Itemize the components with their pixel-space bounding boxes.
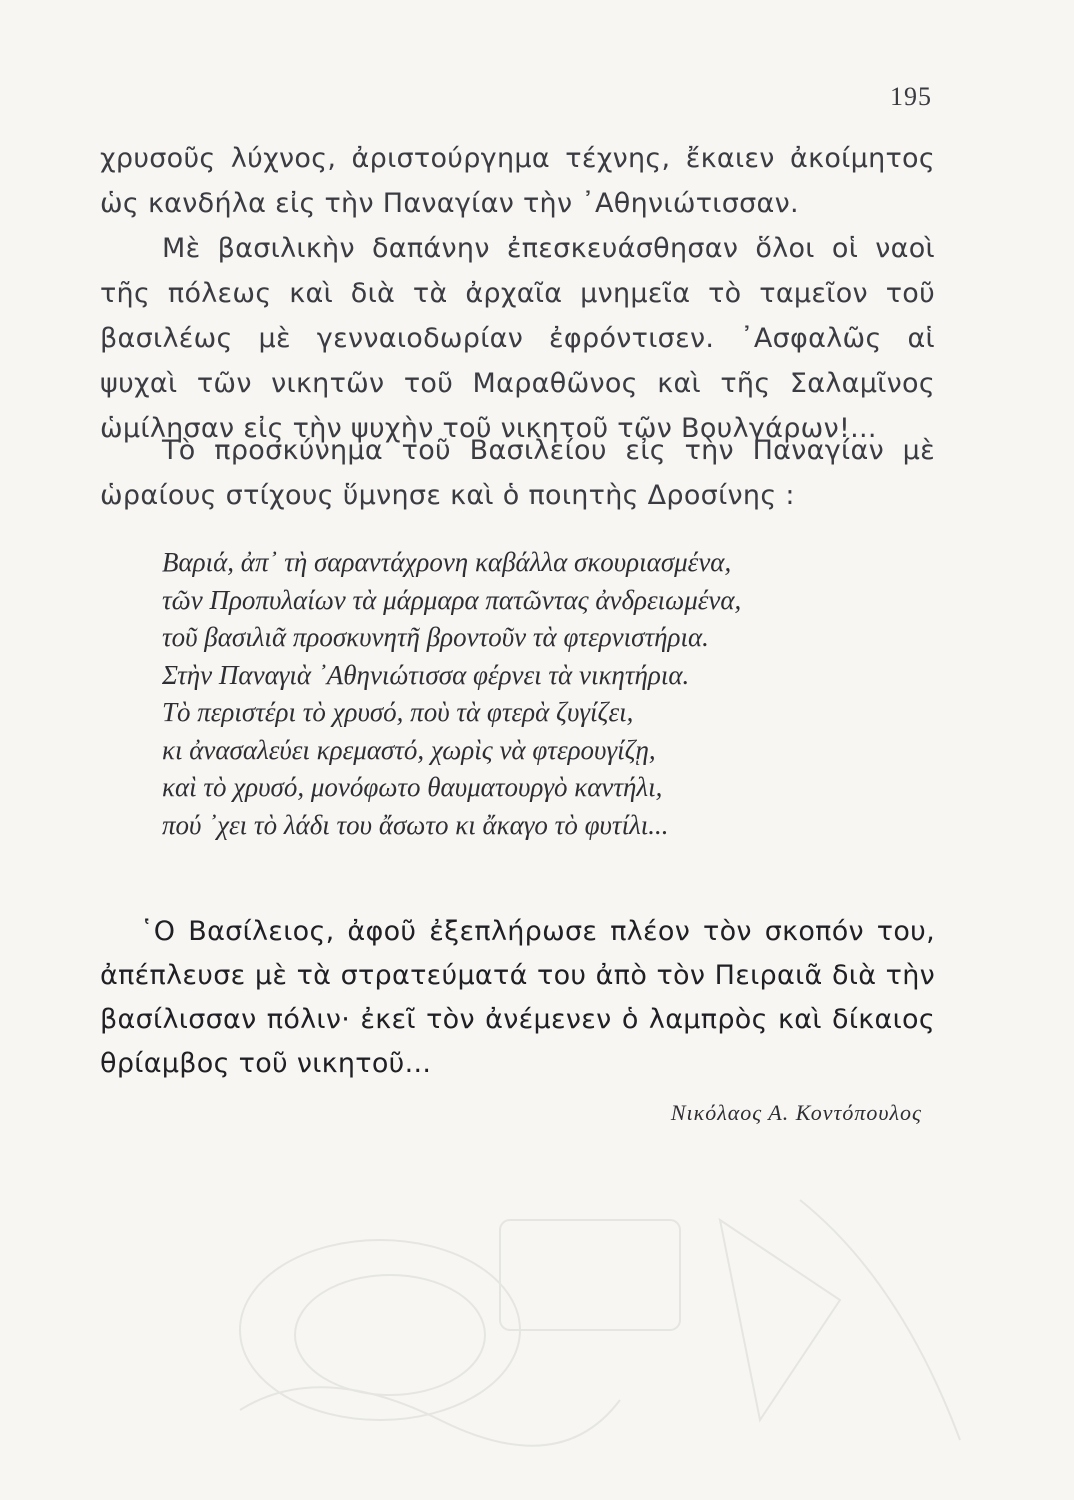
page-number: 195	[890, 82, 932, 111]
poem-line: πού ᾿χει τὸ λάδι του ἄσωτο κι ἄκαγο τὸ φυτίλι...	[162, 809, 669, 840]
poem-line: τῶν Προπυλαίων τὰ μάρμαρα πατῶντας ἀνδρειωμένα,	[162, 584, 742, 615]
show-through-illustration	[200, 1160, 1020, 1480]
author-signature: Νικόλαος Α. Κοντόπουλος	[670, 1100, 922, 1125]
poem-line: Βαριά, ἀπ᾿ τὴ σαραντάχρονη καβάλλα σκουριασμένα,	[162, 547, 732, 577]
poem-stanza	[162, 544, 922, 844]
paragraph-closing: ῾Ο Βασίλειος, ἀφοῦ ἐξεπλήρωσε πλέον τὸν σκοπόν του, ἀπέπλευσε μὲ τὰ στρατεύματά του ἀπὸ τὸν Πειραιᾶ διὰ τὴν βασίλισσαν πόλιν· ἐκεῖ τὸν ἀνέμενεν ὁ λαμπρὸς καὶ δίκαιος θρίαμβος τοῦ νικητοῦ...	[100, 916, 935, 1079]
paragraph-continuation: χρυσοῦς λύχνος, ἀριστούργημα τέχνης, ἔκαιεν ἀκοίμητος ὡς κανδήλα εἰς τὴν Παναγίαν τὴν ᾿Αθηνιώτισσαν.	[100, 143, 935, 219]
poem-line: Τὸ περιστέρι τὸ χρυσό, ποὺ τὰ φτερὰ ζυγίζει,	[162, 697, 634, 727]
paragraph-pilgrimage: Τὸ προσκύνημα τοῦ Βασιλείου εἰς τὴν Παναγίαν μὲ ὡραίους στίχους ὕμνησε καὶ ὁ ποιητὴς Δροσίνης :	[100, 435, 935, 511]
poem-line: τοῦ βασιλιᾶ προσκυνητῆ βροντοῦν τὰ φτερνιστήρια.	[162, 622, 709, 652]
poem-line: Στὴν Παναγιὰ ᾿Αθηνιώτισσα φέρνει τὰ νικητήρια.	[162, 659, 690, 690]
poem-line: καὶ τὸ χρυσό, μονόφωτο θαυματουργὸ καντήλι,	[162, 772, 663, 802]
paragraph-restoration: Μὲ βασιλικὴν δαπάνην ἐπεσκευάσθησαν ὅλοι οἱ ναοὶ τῆς πόλεως καὶ διὰ τὰ ἀρχαῖα μνημεῖα τὸ ταμεῖον τοῦ βασιλέως μὲ γενναιοδωρίαν ἐφρόντισεν. ᾿Ασφαλῶς αἱ ψυχαὶ τῶν νικητῶν τοῦ Μαραθῶνος καὶ τῆς Σαλαμῖνος ὡμίλησαν εἰς τὴν ψυχὴν τοῦ νικητοῦ τῶν Βουλγάρων!...	[100, 233, 935, 444]
poem-line: κι ἀνασαλεύει κρεμαστό, χωρὶς νὰ φτερουγίζῃ,	[162, 734, 656, 765]
